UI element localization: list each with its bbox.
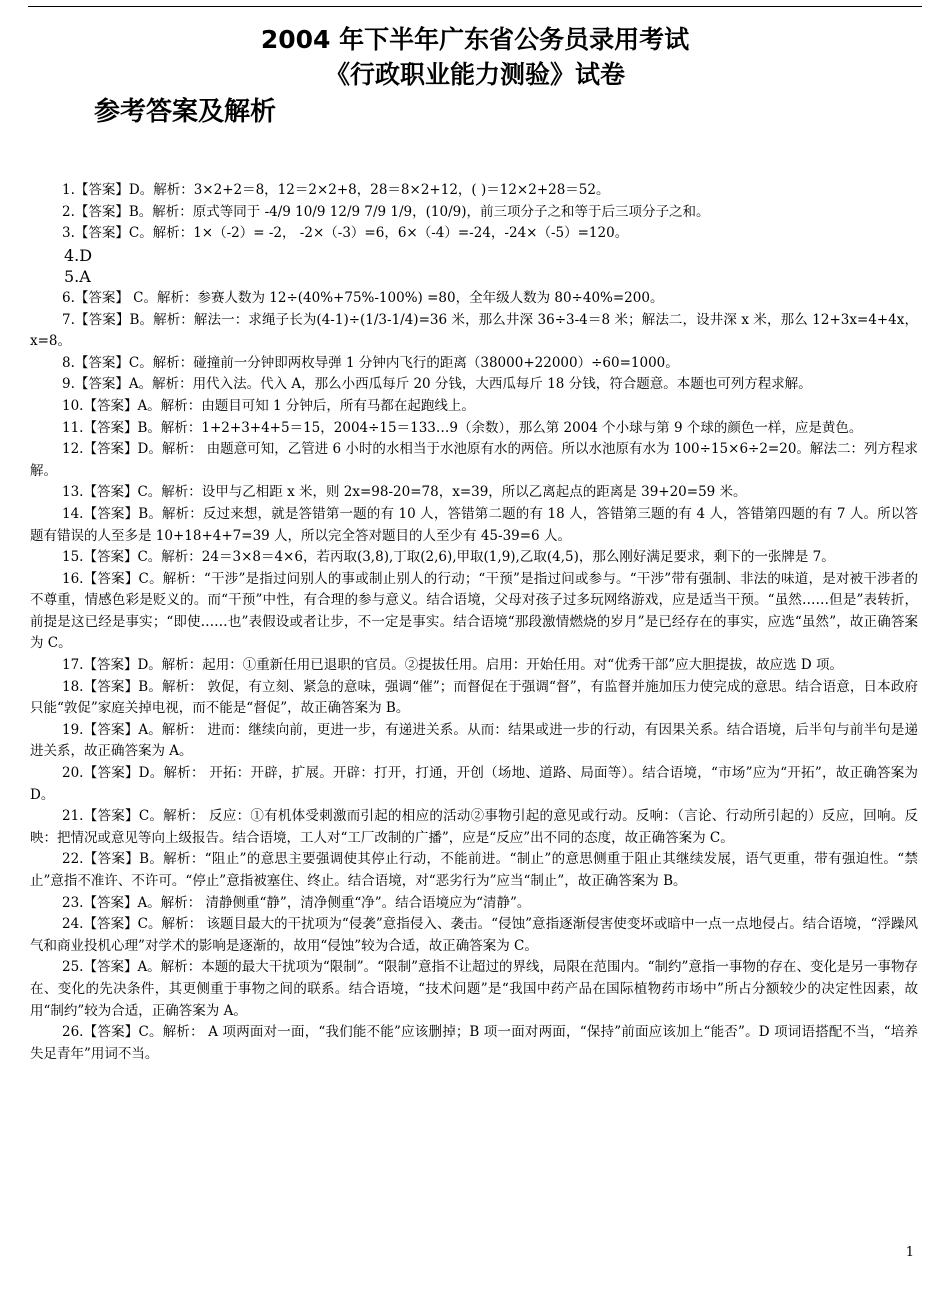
page-number: 1 xyxy=(905,1245,914,1260)
answer-19: 19.【答案】A。解析： 进而：继续向前，更进一步，有递进关系。从而：结果或进一步的行动，有因果关系。结合语境，后半句与前半句是递进关系，故正确答案为 A。 xyxy=(30,721,918,760)
answer-12: 12.【答案】D。解析： 由题意可知，乙管进 6 小时的水相当于水池原有水的两倍。所以水池原有水为 100÷15×6÷2=20。解法二：列方程求解。 xyxy=(30,441,918,479)
page-title-line-2: 《行政职业能力测验》试卷 xyxy=(324,60,625,89)
answer-6: 6.【答案】 C。解析：参赛人数为 12÷(40%+75%-100%) =80，全年级人数为 80÷40%=200。 xyxy=(62,289,664,306)
answer-22: 22.【答案】B。解析：“阻止”的意思主要强调使其停止行动，不能前进。“制止”的意思侧重于阻止其继续发展，语气更重，带有强迫性。“禁止”意指不准许、不许可。“停止”意指被塞住、终止。结合语境，对“恶劣行为”应当“制止”，故正确答案为 B。 xyxy=(30,851,918,889)
top-rule xyxy=(28,6,922,7)
answer-15: 15.【答案】C。解析：24＝3×8＝4×6，若丙取(3,8),丁取(2,6),甲取(1,9),乙取(4,5)，那么刚好满足要求，剩下的一张牌是 7。 xyxy=(62,549,835,566)
answer-3: 3.【答案】C。解析：1×（-2）= -2， -2×（-3）=6，6×（-4）=-24，-24×（-5）=120。 xyxy=(62,225,629,242)
answer-16: 16.【答案】C。解析：“干涉”是指过问别人的事或制止别人的行动；“干预”是指过问或参与。“干涉”带有强制、非法的味道，是对被干涉者的不尊重，情感色彩是贬义的。而“干预”中性，有合理的参与意义。结合语境，父母对孩子过多玩网络游戏，应是适当干预。“虽然……但是”表转折，前提是这已经是事实；“即使……也”表假设或者让步，不一定是事实。结合语境“那段激情燃烧的岁月”是已经存在的事实，应选“虽然”，故正确答案为 C。 xyxy=(30,570,918,652)
answer-2: 2.【答案】B。解析：原式等同于 -4/9 10/9 12/9 7/9 1/9，(10/9)，前三项分子之和等于后三项分子之和。 xyxy=(62,203,710,220)
answer-1: 1.【答案】D。解析：3×2+2＝8，12＝2×2+8，28＝8×2+12，( )＝12×2+28＝52。 xyxy=(62,182,610,198)
answer-7: 7.【答案】B。解析：解法一：求绳子长为(4-1)÷(1/3-1/4)=36 米，那么井深 36÷3-4＝8 米；解法二，设井深 x 米，那么 12+3x=4+4x，x=8。 xyxy=(30,311,918,350)
answer-8: 8.【答案】C。解析：碰撞前一分钟即两枚导弹 1 分钟内飞行的距离（38000+22000）÷60=1000。 xyxy=(62,354,679,371)
answer-26: 26.【答案】C。解析： A 项两面对一面，“我们能不能”应该删掉；B 项一面对两面，“保持”前面应该加上“能否”。D 项词语搭配不当，“培养失足青年”用词不当。 xyxy=(30,1024,918,1062)
answer-11: 11.【答案】B。解析：1+2+3+4+5＝15，2004÷15＝133…9（余数），那么第 2004 个小球与第 9 个球的颜色一样，应是黄色。 xyxy=(62,419,863,436)
answer-24: 24.【答案】C。解析： 该题目最大的干扰项为“侵袭”意指侵入、袭击。“侵蚀”意指逐渐侵害使变坏或暗中一点一点地侵占。结合语境，“浮躁风气和商业投机心理”对学术的影响是逐渐的，故用“侵蚀”较为合适，故正确答案为 C。 xyxy=(30,916,918,954)
answer-23: 23.【答案】A。解析： 清静侧重“静”，清净侧重“净”。结合语境应为“清静”。 xyxy=(62,894,531,911)
answer-10: 10.【答案】A。解析：由题目可知 1 分钟后，所有马都在起跑线上。 xyxy=(62,397,475,414)
answer-list xyxy=(30,180,918,1065)
answer-20: 20.【答案】D。解析： 开拓：开辟，扩展。开辟：打开，打通，开创（场地、道路、局面等）。结合语境，“市场”应为“开拓”，故正确答案为 D。 xyxy=(30,765,918,803)
answer-5: 5.A xyxy=(64,267,91,287)
page-title-line-1: 2004 年下半年广东省公务员录用考试 xyxy=(260,25,690,54)
answer-18: 18.【答案】B。解析： 敦促，有立刻、紧急的意味，强调“催”；而督促在于强调“督”，有监督并施加压力使完成的意思。结合语意，日本政府只能“敦促”家庭关掉电视，而不能是“督促”，故正确答案为 B。 xyxy=(30,678,918,717)
answer-14: 14.【答案】B。解析：反过来想，就是答错第一题的有 10 人，答错第二题的有 18 人，答错第三题的有 4 人，答错第四题的有 7 人。所以答题有错误的人至多是 10+18+4+7=39 人，所以完全答对题目的人至少有 45-39=6 人。 xyxy=(30,505,918,544)
answer-13: 13.【答案】C。解析：设甲与乙相距 x 米，则 2x=98-20=78，x=39，所以乙离起点的距离是 39+20=59 米。 xyxy=(62,484,747,501)
section-subtitle: 参考答案及解析 xyxy=(94,97,277,127)
answer-4: 4.D xyxy=(64,245,93,265)
answer-9: 9.【答案】A。解析：用代入法。代入 A，那么小西瓜每斤 20 分钱，大西瓜每斤 18 分钱，符合题意。本题也可列方程求解。 xyxy=(62,376,812,393)
answer-21: 21.【答案】C。解析： 反应：①有机体受刺激而引起的相应的活动②事物引起的意见或行动。反响：（言论、行动所引起的）反应，回响。反映：把情况或意见等向上级报告。结合语境，工人对“工厂改制的广播”，应是“反应”出不同的态度，故正确答案为 C。 xyxy=(30,808,918,846)
answer-17: 17.【答案】D。解析：起用：①重新任用已退职的官员。②提拔任用。启用：开始任用。对“优秀干部”应大胆提拔，故应选 D 项。 xyxy=(62,657,844,674)
answer-25: 25.【答案】A。解析：本题的最大干扰项为“限制”。“限制”意指不让超过的界线，局限在范围内。“制约”意指一事物的存在、变化是另一事物存在、变化的先决条件，其更侧重于事物之间的联系。结合语境，“技术问题”是“我国中药产品在国际植物药市场中”所占分额较少的决定性因素，故用“制约”较为合适，正确答案为 A。 xyxy=(30,959,918,1019)
